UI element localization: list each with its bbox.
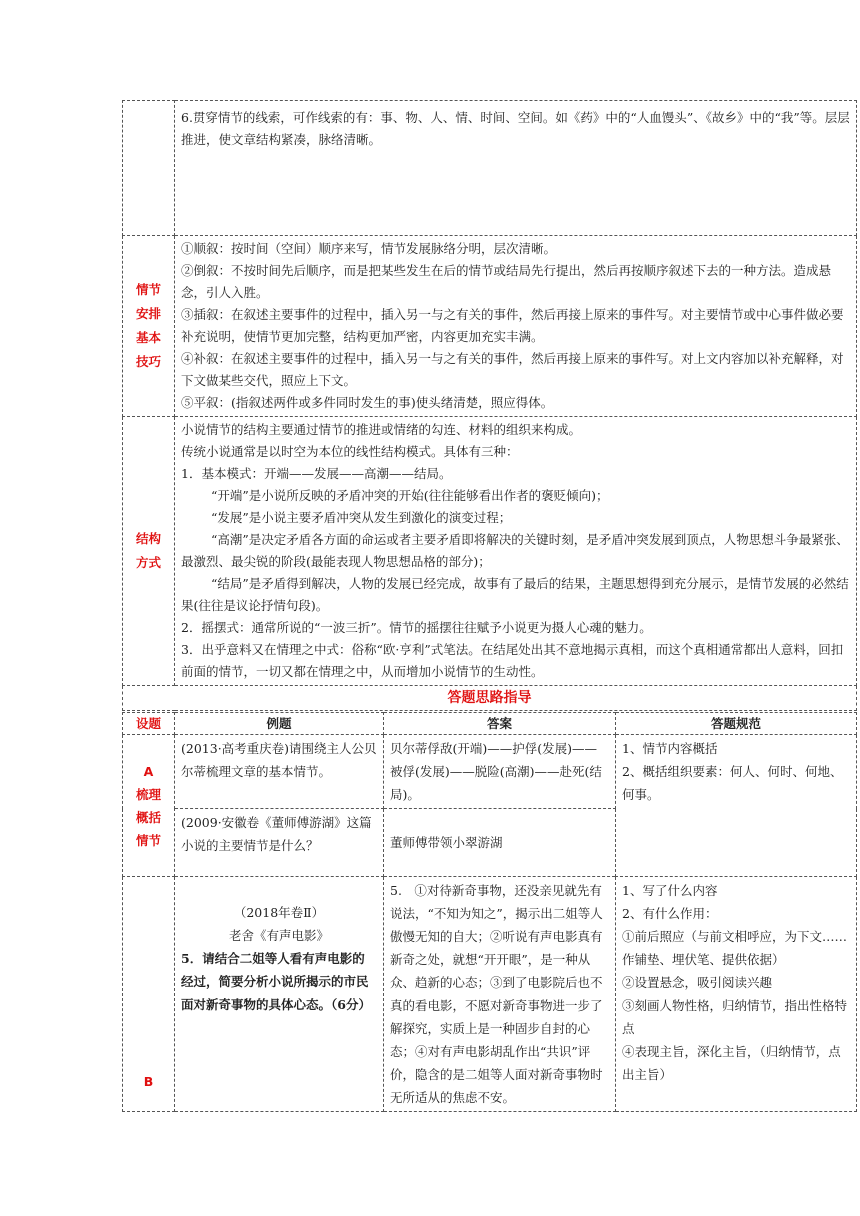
norm-item: ④表现主旨，深化主旨，（归纳情节，点出主旨） xyxy=(622,1044,841,1082)
section-title: 答题思路指导 xyxy=(123,686,857,711)
label-line: 方式 xyxy=(135,555,161,570)
narration-item: ③插叙：在叙述主要事件的过程中，插入另一与之有关的事件，然后再接上原来的事件写。对主要情节或中心事件做必要补充说明，使情节更加完整，结构更加严密，内容更加充实丰满。 xyxy=(181,307,844,344)
answer-guide-table xyxy=(122,712,857,1112)
example-question: 5．请结合二姐等人看有声电影的经过，简要分析小说所揭示的市民面对新奇事物的具体心态。（6分） xyxy=(181,951,371,1012)
norm-item: ①前后照应（与前文相呼应，为下文……作铺垫、埋伏笔、提供依据） xyxy=(622,929,848,967)
answer-cell xyxy=(384,877,616,1112)
table-row xyxy=(123,101,857,236)
label-line: 基本 xyxy=(135,330,161,345)
answer-text: 董师傅带领小翠游湖 xyxy=(390,835,503,850)
norm-item: 2、概括组织要素：何人、何时、何地、何事。 xyxy=(622,764,843,802)
structure-intro: 小说情节的结构主要通过情节的推进或情绪的勾连、材料的组织来构成。 xyxy=(181,422,582,437)
narration-item: ①顺叙：按时间（空间）顺序来写，情节发展脉络分明，层次清晰。 xyxy=(181,241,557,256)
arrangement-cell xyxy=(175,236,857,417)
header-example: 例题 xyxy=(175,713,384,735)
structure-mode: 1．基本模式：开端——发展——高潮——结局。 xyxy=(181,466,452,481)
answer-text: 5. ①对待新奇事物，还没亲见就先有说法，“不知为知之”，揭示出二姐等人傲慢无知的自大；②听说有声电影真有新奇之处，就想“开开眼”，是一种从众、趋新的心态；③到了电影院后也不真的看电影，不愿对新奇事物进一步了解探究，实质上是一种固步自封的心态；④对有声电影胡乱作出“共识”评价，隐含的是二姐等人面对新奇事物时无所适从的焦虑不安。 xyxy=(390,883,603,1105)
example-text: (2009·安徽卷《董师傅游湖》这篇小说的主要情节是什么？ xyxy=(181,815,372,853)
norm-item: ②设置悬念，吸引阅读兴趣 xyxy=(622,975,773,990)
header-norms: 答题规范 xyxy=(616,713,857,735)
example-source: （2018年卷Ⅱ） xyxy=(233,905,325,920)
label-line: 安排 xyxy=(135,306,161,321)
table-row xyxy=(123,686,857,711)
table-row xyxy=(123,877,857,1112)
table-row xyxy=(123,735,857,809)
norms-cell xyxy=(616,735,857,877)
example-cell xyxy=(175,877,384,1112)
example-source: 老舍《有声电影》 xyxy=(228,928,329,943)
technique-table xyxy=(122,100,857,711)
arrangement-label xyxy=(123,236,175,417)
answer-cell xyxy=(384,809,616,877)
example-text: (2013·高考重庆卷)请围绕主人公贝尔蒂梳理文章的基本情节。 xyxy=(181,741,377,779)
structure-stage: “发展”是小说主要矛盾冲突从发生到激化的演变过程； xyxy=(211,510,512,525)
norm-item: 2、有什么作用： xyxy=(622,906,718,921)
structure-mode: 2．摇摆式：通常所说的“一波三折”。情节的摇摆往往赋予小说更为摄人心魂的魅力。 xyxy=(181,620,652,635)
answer-text: 贝尔蒂俘敌(开端)——护俘(发展)——被俘(发展)——脱险(高潮)——赴死(结局)。 xyxy=(390,741,602,802)
example-cell xyxy=(175,809,384,877)
label-line: 概括 xyxy=(135,809,161,825)
label-line: A xyxy=(143,763,154,779)
narration-item: ②倒叙：不按时间先后顺序，而是把某些发生在后的情节或结局先行提出，然后再按顺序叙述下去的一种方法。造成悬念，引人入胜。 xyxy=(181,263,832,300)
label-line: 结构 xyxy=(135,531,161,546)
structure-stage: “结局”是矛盾得到解决，人物的发展已经完成，故事有了最后的结果，主题思想得到充分展示，是情节发展的必然结果(往往是议论抒情句段)。 xyxy=(181,576,849,613)
label-line: 情节 xyxy=(135,832,161,848)
clue-cell xyxy=(175,101,857,236)
header-answer: 答案 xyxy=(384,713,616,735)
norm-item: 1、写了什么内容 xyxy=(622,883,718,898)
answer-cell xyxy=(384,735,616,809)
label-line: 技巧 xyxy=(135,354,161,369)
header-question-type: 设题 xyxy=(123,713,175,735)
structure-mode: 3．出乎意料又在情理之中式：俗称“欧·亨利”式笔法。在结尾处出其不意地揭示真相，而这个真相通常都出人意料，回扣前面的情节，一切又都在情理之中，从而增加小说情节的生动性。 xyxy=(181,642,844,679)
empty-label-cell xyxy=(123,101,175,236)
header-row xyxy=(123,713,857,735)
structure-cell xyxy=(175,417,857,686)
structure-stage: “高潮”是决定矛盾各方面的命运或者主要矛盾即将解决的关键时刻，是矛盾冲突发展到顶点，人物思想斗争最紧张、最激烈、最尖锐的阶段(最能表现人物思想品格的部分)； xyxy=(181,532,849,569)
table-row xyxy=(123,236,857,417)
example-cell xyxy=(175,735,384,809)
type-b-label: B xyxy=(123,877,175,1112)
clue-text: 6.贯穿情节的线索，可作线索的有：事、物、人、情、时间、空间。如《药》中的“人血馒头”、《故乡》中的“我”等。层层推进，使文章结构紧凑，脉络清晰。 xyxy=(181,110,850,147)
label-line: 梳理 xyxy=(135,786,161,802)
table-row xyxy=(123,417,857,686)
structure-label xyxy=(123,417,175,686)
norms-cell xyxy=(616,877,857,1112)
norm-item: 1、情节内容概括 xyxy=(622,741,718,756)
norm-item: ③刻画人物性格，归纳情节，指出性格特点 xyxy=(622,998,848,1036)
structure-stage: “开端”是小说所反映的矛盾冲突的开始(往往能够看出作者的褒贬倾向)； xyxy=(211,488,609,503)
type-a-label xyxy=(123,735,175,877)
narration-item: ④补叙：在叙述主要事件的过程中，插入另一与之有关的事件，然后再接上原来的事件写。对上文内容加以补充解释，对下文做某些交代，照应上下文。 xyxy=(181,351,844,388)
structure-intro: 传统小说通常是以时空为本位的线性结构模式。具体有三种： xyxy=(181,444,519,459)
narration-item: ⑤平叙：(指叙述两件或多件同时发生的事)使头绪清楚，照应得体。 xyxy=(181,395,554,410)
label-line: 情节 xyxy=(135,282,161,297)
